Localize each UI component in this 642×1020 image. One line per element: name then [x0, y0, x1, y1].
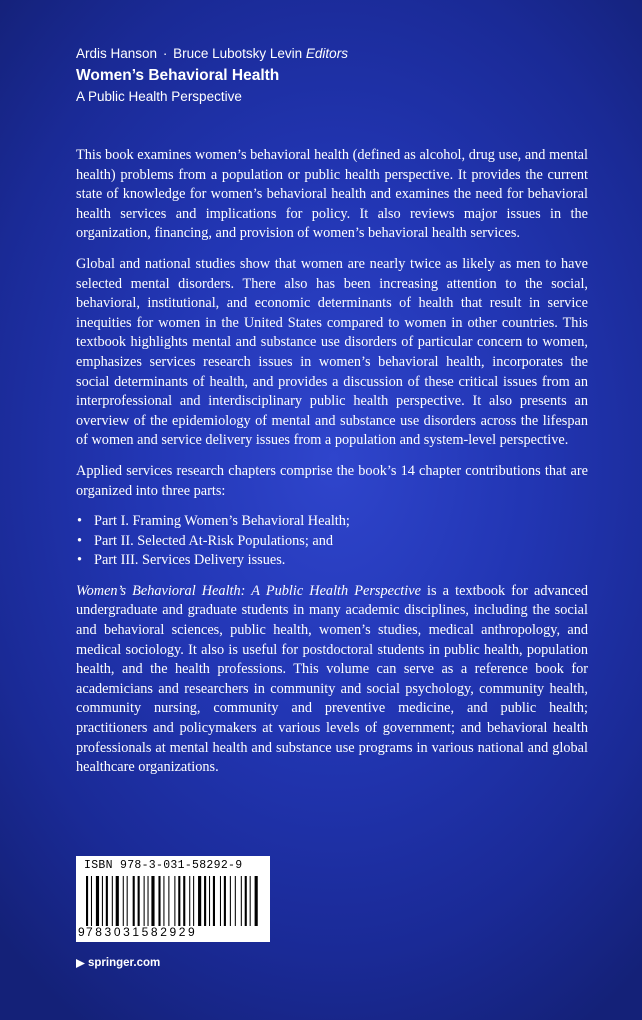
barcode-bars	[86, 876, 260, 926]
barcode-bar	[198, 876, 201, 926]
back-cover-blurb	[76, 146, 588, 789]
author-name: Bruce Lubotsky Levin	[173, 46, 303, 61]
isbn-label: ISBN 978-3-031-58292-9	[84, 859, 243, 872]
barcode-bar	[255, 876, 258, 926]
barcode-bar	[133, 876, 135, 926]
arrow-right-icon	[76, 959, 85, 968]
barcode-bar	[245, 876, 247, 926]
barcode-bar	[116, 876, 119, 926]
parts-list-item: • Part III. Services Delivery issues.	[76, 551, 588, 571]
barcode-bar	[230, 876, 231, 926]
barcode-bar	[178, 876, 180, 926]
barcode-bar	[86, 876, 88, 926]
barcode-bar	[96, 876, 99, 926]
book-title-italic: Women’s Behavioral Health: A Public Health Perspective	[76, 582, 421, 599]
barcode-bar	[106, 876, 108, 926]
blurb-paragraph: This book examines women’s behavioral health (defined as alcohol, drug use, and mental health) problems from a population or public health perspective. It provides the current state of knowledge for women’s behavioral health and examines the need for behavioral health services and implications for policy. It also reviews major issues in the organization, financing, and provision of women’s behavioral health services.	[76, 147, 588, 242]
barcode-bar	[168, 876, 169, 926]
barcode-bar	[112, 876, 113, 926]
barcode-bar	[102, 876, 103, 926]
barcode-digits: 783031582929	[86, 925, 198, 939]
barcode-bar	[158, 876, 160, 926]
barcode-bar	[163, 876, 164, 926]
barcode-bar	[213, 876, 215, 926]
book-title: Women’s Behavioral Health	[76, 67, 280, 84]
publisher-site: springer.com	[88, 957, 161, 969]
barcode-bar	[235, 876, 236, 926]
barcode-bar	[183, 876, 185, 926]
blurb-paragraph: Applied services research chapters comprise the book’s 14 chapter contributions that are organized into three parts:	[76, 462, 588, 499]
book-subtitle: A Public Health Perspective	[76, 89, 242, 104]
barcode-bar	[148, 876, 149, 926]
barcode-bar	[189, 876, 190, 926]
barcode-bar	[220, 876, 221, 926]
barcode-bar	[204, 876, 206, 926]
barcode-bar	[123, 876, 124, 926]
author-name: Ardis Hanson	[76, 46, 158, 61]
author-separator: ·	[162, 46, 168, 61]
editors-role: Editors	[305, 46, 348, 61]
parts-list-item: • Part I. Framing Women’s Behavioral Health;	[76, 512, 588, 532]
barcode-lead-digit: 9	[78, 925, 85, 939]
barcode-bar	[209, 876, 210, 926]
parts-list-item: • Part II. Selected At-Risk Populations; and	[76, 532, 588, 552]
barcode-bar	[151, 876, 154, 926]
barcode-bar	[91, 876, 92, 926]
barcode-bar	[250, 876, 251, 926]
publisher-link[interactable]	[76, 957, 160, 969]
blurb-paragraph	[76, 582, 588, 778]
cover-header	[76, 44, 348, 106]
barcode-bar	[241, 876, 242, 926]
barcode-bar	[174, 876, 175, 926]
blurb-paragraph-rest: is a textbook for advanced undergraduate and graduate students in many academic disciplines, including the social and behavioral sciences, public health, women’s studies, medical anthropology, and medical sociology. It also is useful for postdoctoral students in public health, population health, and the health professions. This volume can serve as a reference book for academicians and researchers in community and social psychology, community health, community nursing, community and preventive medicine, and public health; practitioners and policymakers at various levels of government; and behavioral health professionals at mental health and substance use programs in various national and global healthcare organizations.	[76, 582, 588, 776]
blurb-paragraph: Global and national studies show that women are nearly twice as likely as men to have selected mental disorders. There also has been increasing attention to the social, behavioral, institutional, and economic determinants of health that result in service inequities for women in the United States compared to women in other countries. This textbook highlights mental and substance use disorders of particular concern to women, emphasizes services research issues in women’s behavioral health, incorporates the social determinants of health, and provides a discussion of these critical issues from an interprofessional and interdisciplinary public health perspective. It also presents an overview of the epidemiology of mental and substance use disorders across the lifespan of women and service delivery issues from a population and system-level perspective.	[76, 255, 588, 449]
barcode-bar	[224, 876, 226, 926]
editors-line	[76, 44, 348, 64]
barcode-bar	[193, 876, 194, 926]
isbn-barcode	[76, 856, 270, 942]
barcode-bar	[144, 876, 145, 926]
barcode-bar	[127, 876, 128, 926]
barcode-bar	[138, 876, 140, 926]
parts-list	[76, 512, 588, 571]
